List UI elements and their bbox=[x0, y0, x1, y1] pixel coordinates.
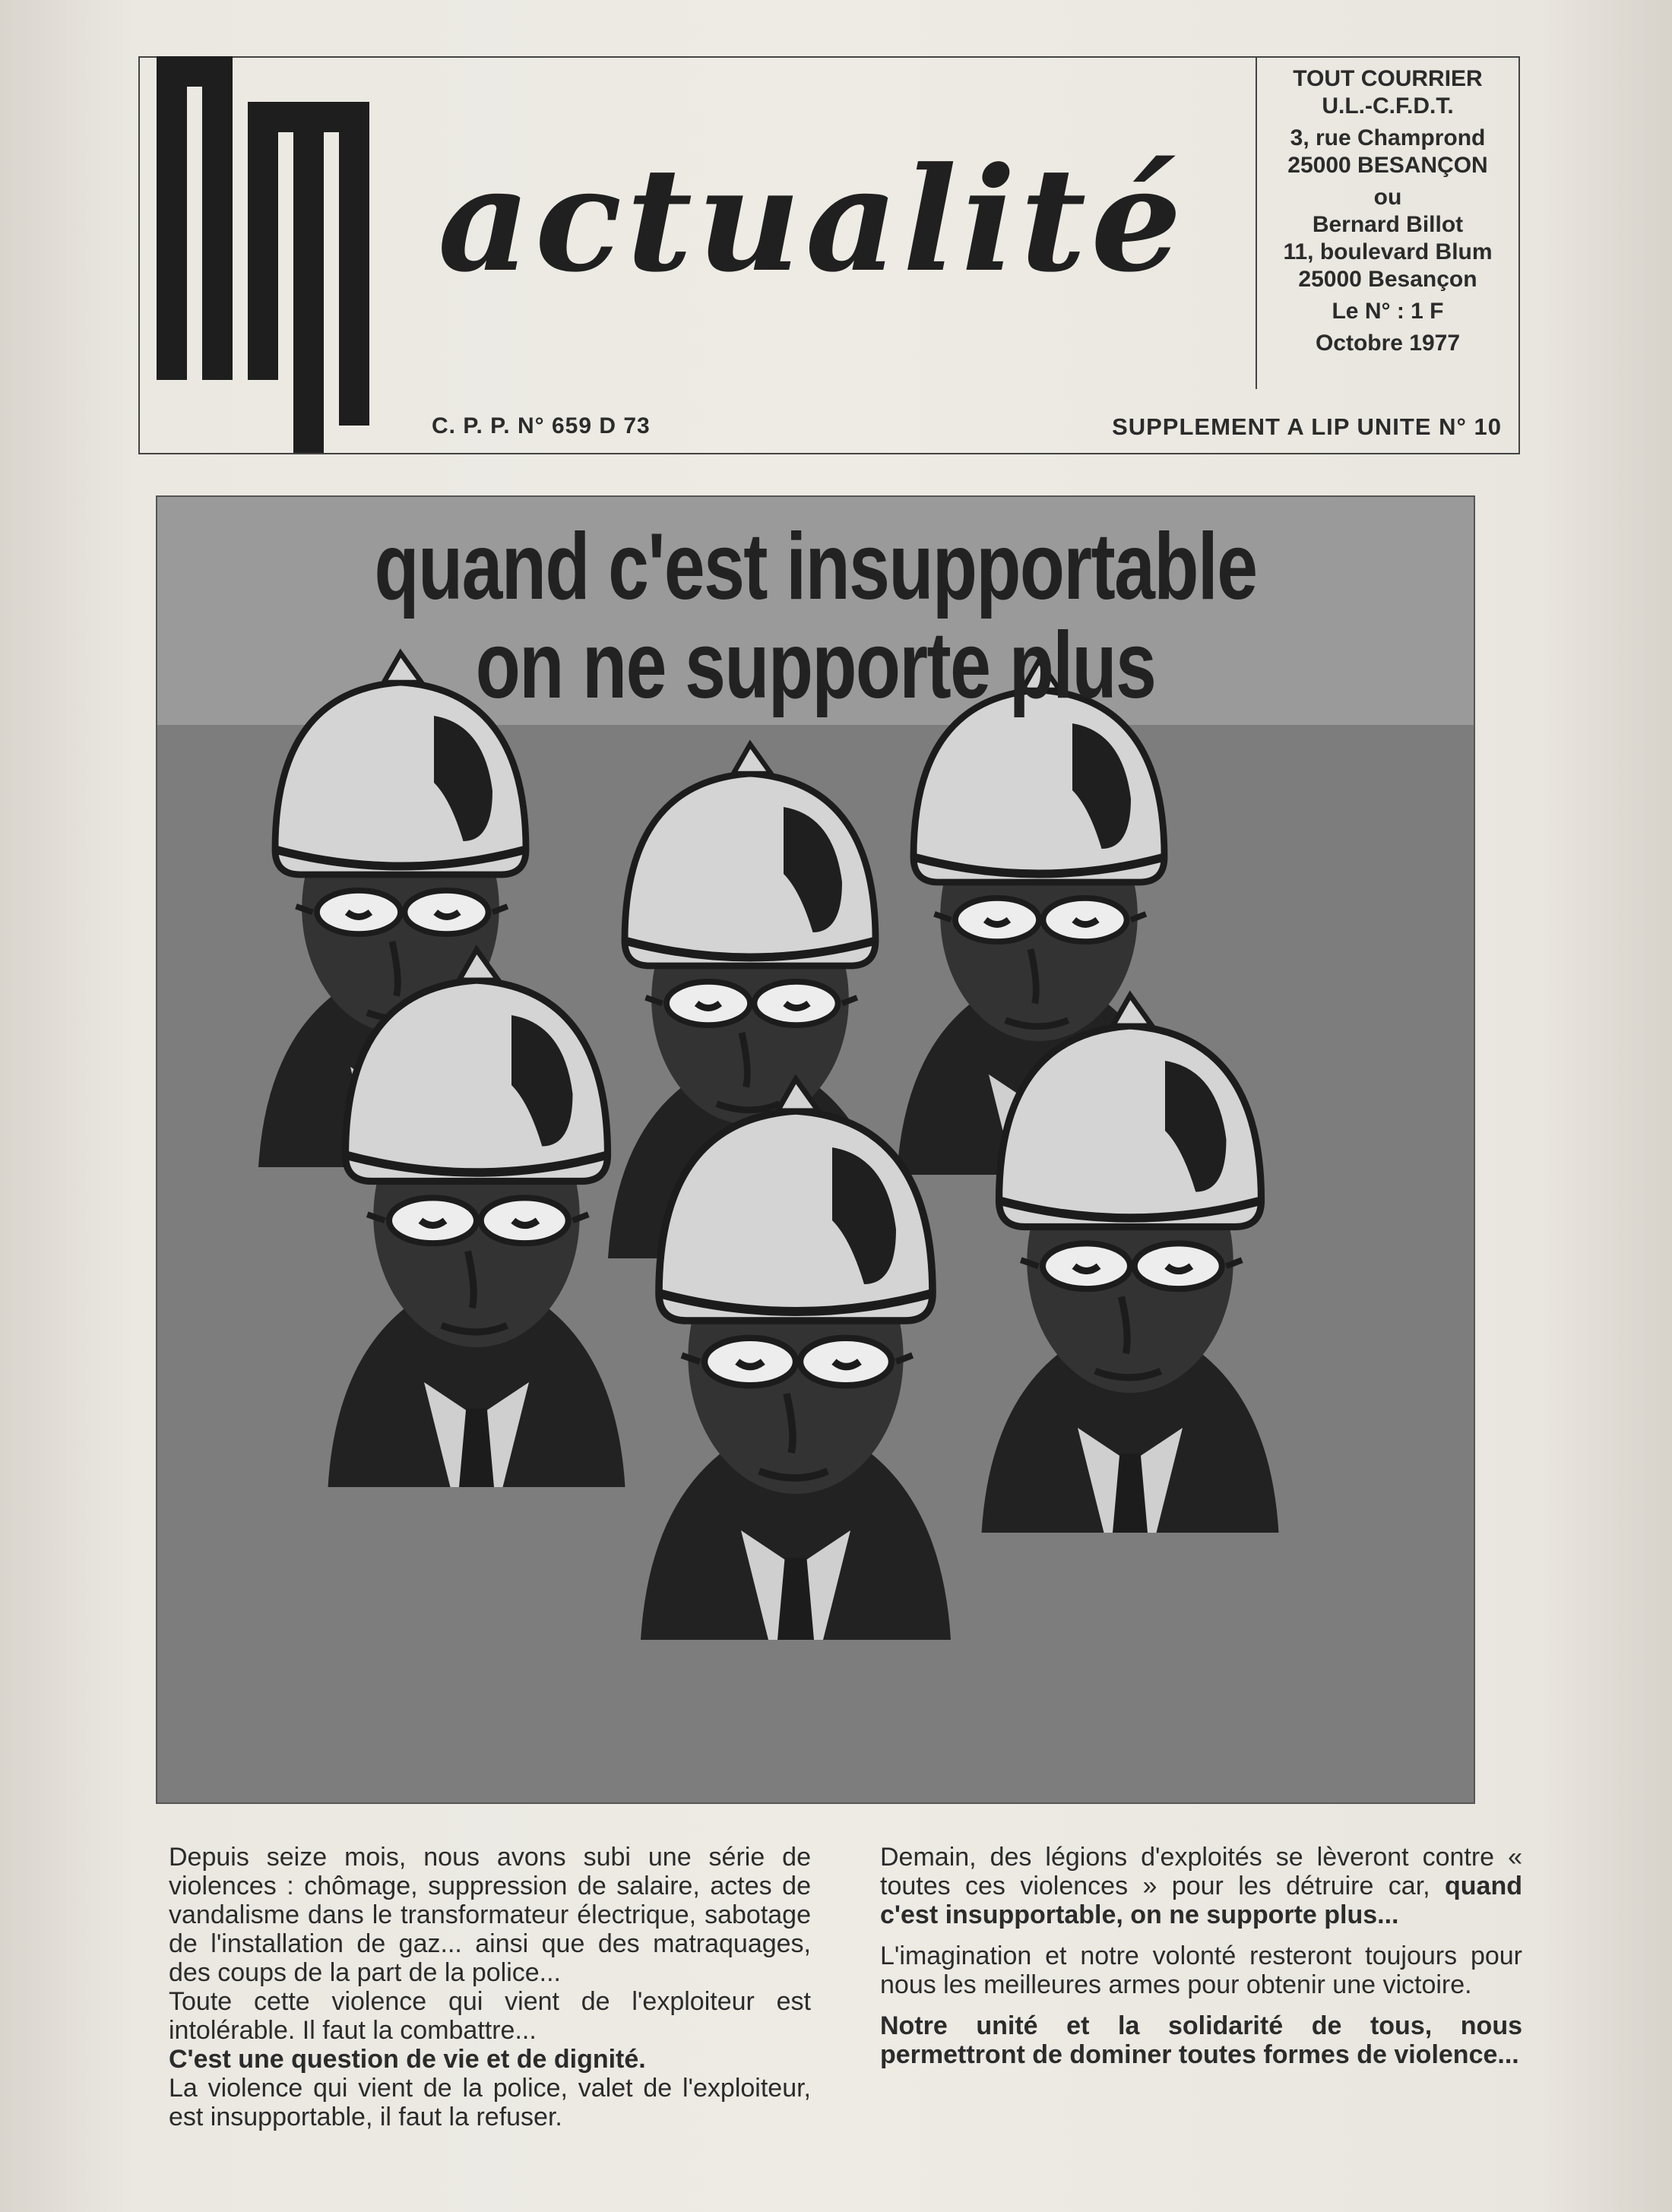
masthead bbox=[138, 56, 1520, 454]
contact-line: 3, rue Champrond bbox=[1290, 125, 1486, 150]
logo-word: actualité bbox=[438, 136, 1186, 304]
article-text: Demain, des légions d'exploités se lèveront contre « toutes ces violences » pour les détruire car, bbox=[880, 1843, 1522, 1900]
cover-photo bbox=[156, 495, 1475, 1804]
contact-line: ou bbox=[1373, 185, 1402, 210]
contact-line: 11, boulevard Blum bbox=[1283, 239, 1493, 264]
photo-headline-line-1: quand c'est insupportable bbox=[374, 514, 1257, 619]
contact-line: 25000 Besançon bbox=[1298, 267, 1477, 292]
article-paragraph: Depuis seize mois, nous avons subi une série de violences : chômage, suppression de salaire, actes de vandalisme dans le transformateur électrique, sabotage de l'installation de gaz... ainsi que des matraquages, des coups de la part de la police... bbox=[169, 1843, 811, 1987]
cpp-number: C. P. P. N° 659 D 73 bbox=[432, 413, 651, 438]
lip-logo bbox=[157, 56, 377, 451]
supplement-label: SUPPLEMENT A LIP UNITE N° 10 bbox=[1112, 413, 1502, 440]
issue-date: Octobre 1977 bbox=[1315, 331, 1461, 356]
article-paragraph bbox=[880, 1843, 1522, 1929]
article-conclusion: Notre unité et la solidarité de tous, nous permettront de dominer toutes formes de violence... bbox=[880, 2011, 1522, 2069]
article-paragraph: L'imagination et notre volonté resteront toujours pour nous les meilleures armes pour obtenir une victoire. bbox=[880, 1941, 1522, 1999]
contact-line: U.L.-C.F.D.T. bbox=[1322, 93, 1454, 119]
contact-block bbox=[1257, 65, 1518, 357]
contact-line: Bernard Billot bbox=[1312, 212, 1464, 237]
article-paragraph: Toute cette violence qui vient de l'exploiteur est intolérable. Il faut la combattre... bbox=[169, 1987, 811, 2045]
contact-line: 25000 BESANÇON bbox=[1287, 153, 1488, 178]
article-right-column bbox=[880, 1843, 1522, 2069]
article-paragraph: La violence qui vient de la police, valet de l'exploiteur, est insupportable, il faut la refuser. bbox=[169, 2074, 811, 2131]
photo-headline-line-2: on ne supporte plus bbox=[475, 613, 1156, 718]
contact-line: TOUT COURRIER bbox=[1293, 66, 1483, 91]
article-emphasis: C'est une question de vie et de dignité. bbox=[169, 2045, 646, 2074]
article-left-column bbox=[169, 1843, 811, 2131]
price: Le N° : 1 F bbox=[1332, 299, 1444, 324]
article-emphasis: quand c'est insupportable, on ne supporte plus... bbox=[880, 1872, 1522, 1929]
